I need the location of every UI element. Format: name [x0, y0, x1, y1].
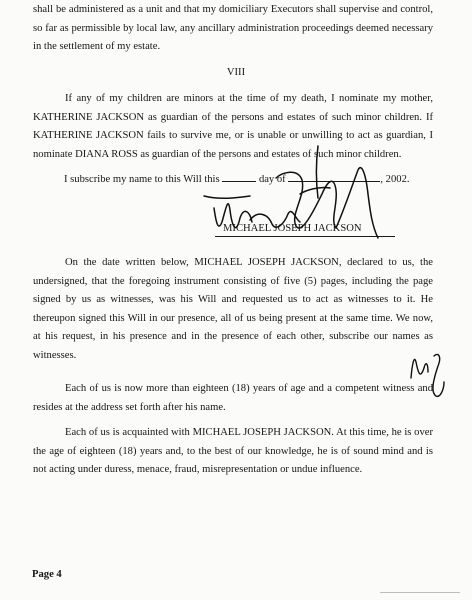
footer-rule: [380, 592, 460, 593]
signature-name: MICHAEL JOSEPH JACKSON: [223, 223, 362, 234]
page-number: Page 4: [32, 569, 62, 580]
subscribe-text: I subscribe my name to this Will this: [64, 174, 220, 185]
paragraph-witness: On the date written below, MICHAEL JOSEPH JACKSON, declared to us, the undersigned, that the foregoing instrument consisting of five (5) pages, including the page signed by us as witnesses, was his Will and requested us to act as witnesses to it. He thereupon signed this Will in our presence, all of us being present at the same time. We now, at his request, in his presence and in the presence of each other, subscribe our names as witnesses.: [33, 257, 433, 361]
month-blank: [288, 170, 380, 182]
paragraph-guardian: If any of my children are minors at the time of my death, I nominate my mother, KATHERINE JACKSON as guardian of the persons and estates of such minor children. If KATHERINE JACKSON fails to survive me, or is unable or unwilling to act as guardian, I nominate DIANA ROSS as guardian of the persons and estates of such minor children.: [33, 93, 433, 160]
day-blank: [222, 170, 256, 182]
paragraph-age: Each of us is now more than eighteen (18) years of age and a competent witness and resides at the address set forth after his name.: [33, 383, 433, 413]
paragraph-acquainted: Each of us is acquainted with MICHAEL JOSEPH JACKSON. At this time, he is over the age of eighteen (18) years and, to the best of our knowledge, he is of sound mind and is not acting under duress, menace, fraud, misrepresentation or undue influence.: [33, 427, 433, 476]
signature-line: [215, 236, 395, 237]
section-heading: VIII: [226, 67, 246, 78]
subscribe-day-text: day of: [258, 174, 286, 185]
subscribe-year-text: , 2002.: [380, 174, 410, 185]
paragraph-intro: shall be administered as a unit and that my domiciliary Executors shall supervise and control, so far as permissible by local law, any ancillary administration proceedings deemed necessary in the settlement of my estate.: [33, 4, 433, 53]
subscribe-line: [64, 170, 410, 185]
